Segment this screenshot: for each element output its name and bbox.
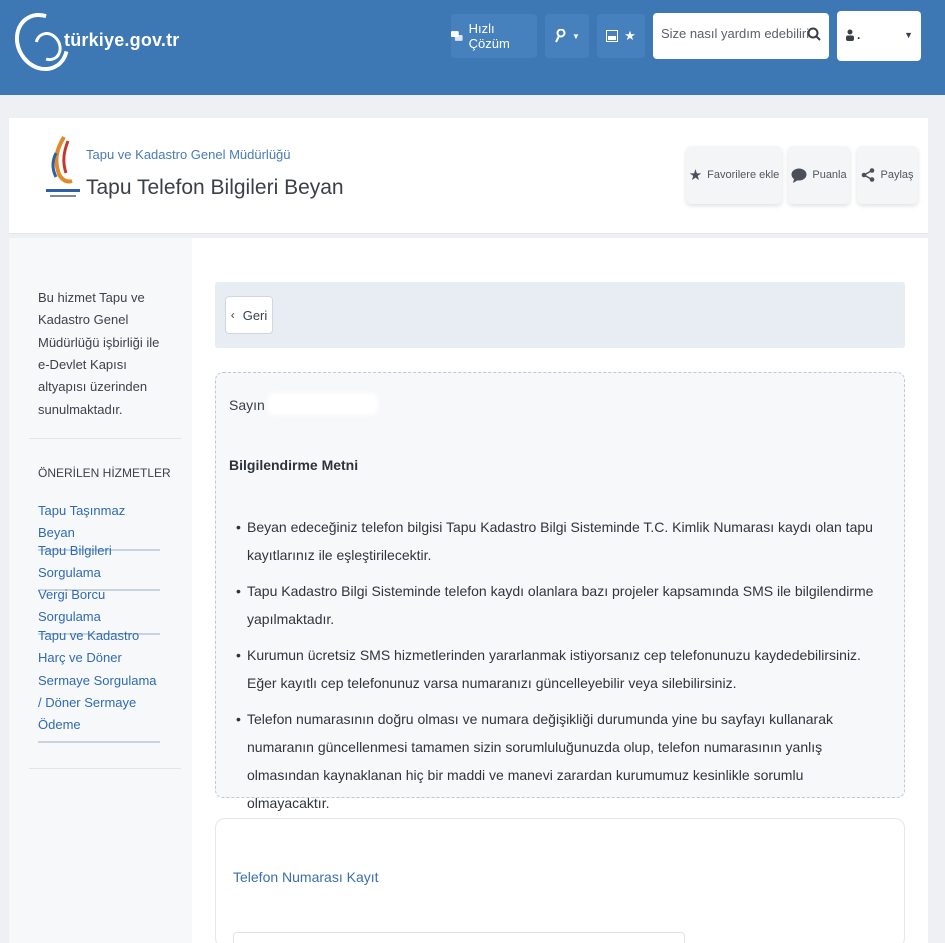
- phone-section-title: Telefon Numarası Kayıt: [233, 869, 379, 885]
- page-title: Tapu Telefon Bilgileri Beyan: [86, 176, 344, 199]
- share-label: Paylaş: [880, 169, 914, 181]
- sidebar-divider: [29, 768, 181, 769]
- information-panel: [215, 372, 905, 811]
- chat-bubbles-icon: [451, 31, 463, 42]
- chevron-left-icon: ‹: [230, 308, 235, 322]
- logo-text: türkiye.gov.tr: [64, 30, 180, 50]
- search-icon[interactable]: [807, 27, 821, 41]
- user-icon: [846, 29, 854, 41]
- service-header: [9, 118, 928, 234]
- sidebar-link-harc-doner-sermaye[interactable]: Tapu ve Kadastro Harç ve Döner Sermaye Sorgulama / Döner Sermaye Ödeme: [38, 625, 160, 743]
- list-item: • Telefon numarasının doğru olması ve numara değişikliği durumunda yine bu sayfayı kullanarak numaranın güncellenmesi tamamen sizin sorumluluğunuzda olup, telefon numarasının yanlış olmasından kaynaklanan hiç bir maddi ve manevi zarardan kurumumuz kesinlikle sorumlu olmayacaktır.: [236, 705, 884, 817]
- quick-solution-label: Hızlı Çözüm: [468, 21, 510, 51]
- quick-solution-button[interactable]: [451, 14, 537, 58]
- service-provider-note: Bu hizmet Tapu ve Kadastro Genel Müdürlüğü işbirliği ile e-Devlet Kapısı altyapısı üzerinden sunulmaktadır.: [38, 290, 160, 417]
- login-menu-button[interactable]: [545, 14, 589, 58]
- redacted-user-name: [268, 393, 378, 415]
- back-label: Geri: [242, 307, 268, 323]
- list-item: • Tapu Kadastro Bilgi Sisteminde telefon kaydı olanlara bazı projeler kapsamında SMS ile bilgilendirme yapılmaktadır.: [236, 577, 884, 633]
- sidebar: [9, 238, 192, 943]
- search-input[interactable]: [661, 26, 809, 41]
- key-icon: [554, 29, 566, 43]
- tkgm-logo-icon: [42, 133, 84, 205]
- institution-name[interactable]: Tapu ve Kadastro Genel Müdürlüğü: [86, 147, 291, 162]
- turkiye-gov-logo[interactable]: [16, 8, 180, 76]
- search-box: [653, 13, 829, 59]
- star-icon: ★: [624, 28, 636, 43]
- sidebar-divider: [29, 438, 181, 439]
- speech-bubble-icon: [791, 168, 807, 183]
- chevron-down-icon: ▼: [572, 31, 580, 41]
- sidebar-link-tapu-bilgileri-sorgulama[interactable]: Tapu Bilgileri Sorgulama: [38, 540, 160, 591]
- sidebar-link-tapu-tasinmaz-beyan[interactable]: Tapu Taşınmaz Beyan: [38, 500, 160, 551]
- image-icon: [606, 30, 618, 42]
- phone-number-field[interactable]: [233, 932, 685, 943]
- recommended-services-heading: ÖNERİLEN HİZMETLER: [38, 466, 171, 480]
- top-navigation-bar: [0, 0, 945, 95]
- phone-registration-card: [215, 818, 905, 943]
- sidebar-link-vergi-borcu-sorgulama[interactable]: Vergi Borcu Sorgulama: [38, 584, 160, 635]
- back-toolbar: [215, 282, 905, 348]
- rate-label: Puanla: [812, 169, 847, 181]
- chevron-down-icon: ▼: [904, 30, 913, 40]
- user-menu[interactable]: [837, 11, 921, 61]
- star-icon: ★: [688, 167, 703, 184]
- user-name: .: [857, 28, 861, 42]
- rate-button[interactable]: [788, 146, 850, 204]
- accessibility-favorites-button[interactable]: [597, 14, 645, 58]
- share-button[interactable]: [857, 146, 918, 204]
- information-title: Bilgilendirme Metni: [229, 457, 359, 473]
- list-item: • Kurumun ücretsiz SMS hizmetlerinden yararlanmak istiyorsanız cep telefonunuzu kaydedebilirsiniz. Eğer kayıtlı cep telefonunuz varsa numaranızı güncelleyebilir veya silebilirsiniz.: [236, 641, 884, 697]
- greeting-text: Sayın: [229, 397, 265, 413]
- add-favorite-button[interactable]: [686, 146, 782, 204]
- information-bullet-list: [236, 513, 884, 825]
- back-button[interactable]: [225, 296, 273, 334]
- main-content: [192, 238, 928, 943]
- share-icon: [861, 168, 875, 182]
- add-favorite-label: Favorilere ekle: [707, 169, 780, 181]
- list-item: • Beyan edeceğiniz telefon bilgisi Tapu Kadastro Bilgi Sisteminde T.C. Kimlik Numarası kaydı olan tapu kayıtlarınız ile eşleştirilecektir.: [236, 513, 884, 569]
